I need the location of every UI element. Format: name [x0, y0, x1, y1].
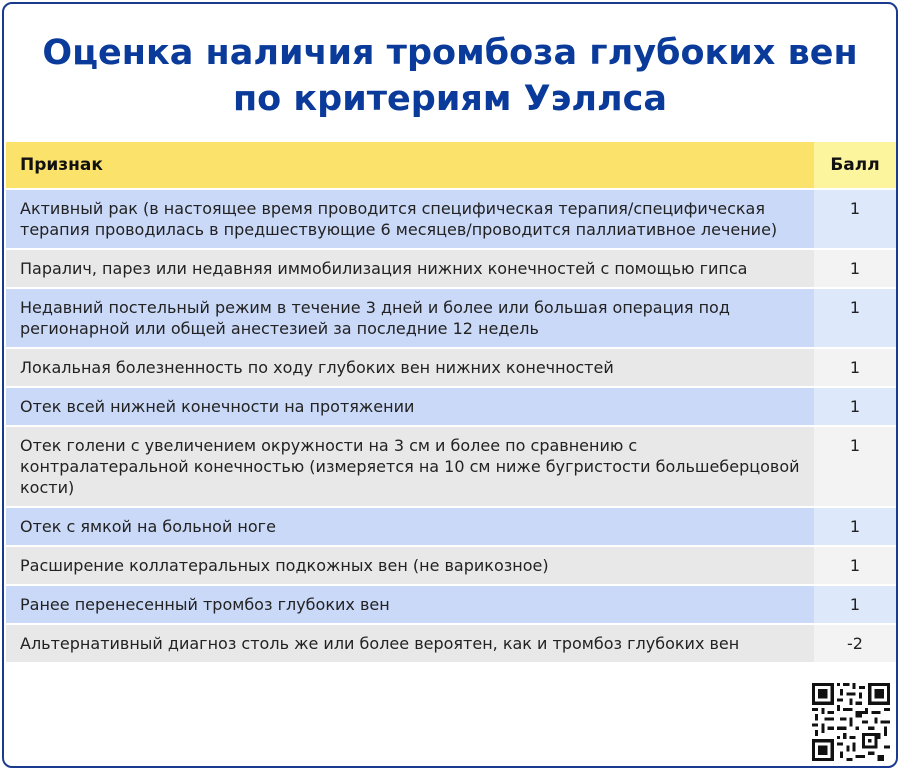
row-score: -2	[814, 624, 896, 662]
table-row	[6, 189, 896, 249]
table-row	[6, 585, 896, 624]
row-score: 1	[814, 387, 896, 426]
title-line-1: Оценка наличия тромбоза глубоких вен	[42, 33, 858, 73]
table-row	[6, 387, 896, 426]
table-row	[6, 624, 896, 662]
table-row	[6, 546, 896, 585]
header-score: Балл	[814, 142, 896, 189]
row-score: 1	[814, 426, 896, 507]
title-line-2: по критериям Уэллса	[233, 79, 667, 119]
wells-criteria-table	[6, 142, 896, 662]
page-title	[4, 30, 896, 122]
header-sign: Признак	[6, 142, 814, 189]
row-sign: Отек с ямкой на больной ноге	[6, 507, 814, 546]
row-sign: Альтернативный диагноз столь же или более вероятен, как и тромбоз глубоких вен	[6, 624, 814, 662]
table-row	[6, 507, 896, 546]
row-sign: Локальная болезненность по ходу глубоких вен нижних конечностей	[6, 348, 814, 387]
row-sign: Отек голени с увеличением окружности на 3 см и более по сравнению с контралатеральной конечностью (измеряется на 10 см ниже бугристости большеберцовой кости)	[6, 426, 814, 507]
row-score: 1	[814, 348, 896, 387]
table-row	[6, 249, 896, 288]
card	[2, 2, 898, 768]
row-sign: Паралич, парез или недавняя иммобилизация нижних конечностей с помощью гипса	[6, 249, 814, 288]
row-sign: Расширение коллатеральных подкожных вен (не варикозное)	[6, 546, 814, 585]
row-sign: Активный рак (в настоящее время проводится специфическая терапия/специфическая терапия проводилась в предшествующие 6 месяцев/проводится паллиативное лечение)	[6, 189, 814, 249]
row-score: 1	[814, 546, 896, 585]
table-header-row	[6, 142, 896, 189]
qr-code-icon[interactable]	[812, 683, 890, 761]
row-score: 1	[814, 288, 896, 348]
table-row	[6, 426, 896, 507]
row-score: 1	[814, 189, 896, 249]
row-score: 1	[814, 249, 896, 288]
table-row	[6, 348, 896, 387]
row-score: 1	[814, 507, 896, 546]
row-score: 1	[814, 585, 896, 624]
row-sign: Недавний постельный режим в течение 3 дней и более или большая операция под регионарной или общей анестезией за последние 12 недель	[6, 288, 814, 348]
row-sign: Отек всей нижней конечности на протяжении	[6, 387, 814, 426]
row-sign: Ранее перенесенный тромбоз глубоких вен	[6, 585, 814, 624]
table-row	[6, 288, 896, 348]
